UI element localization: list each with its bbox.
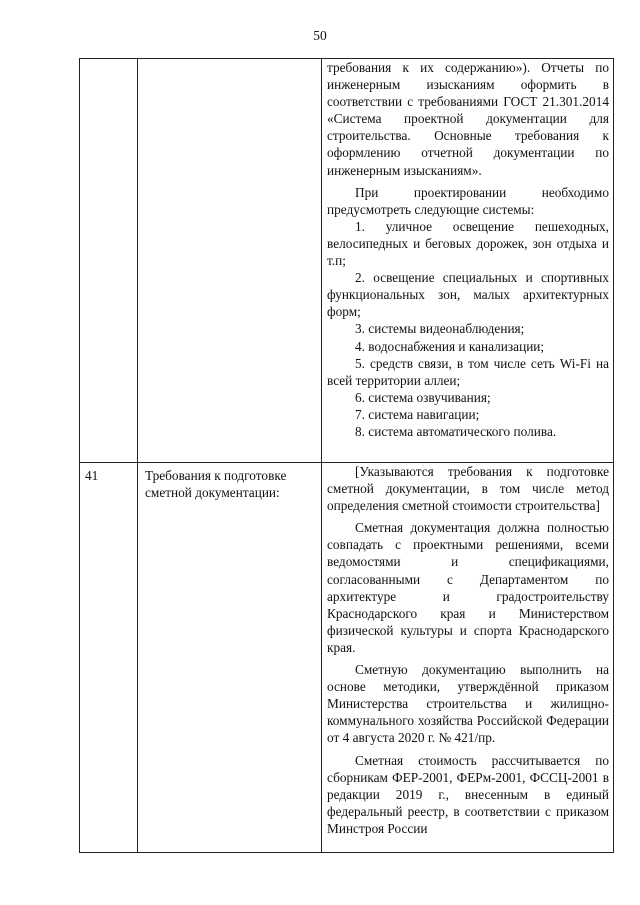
table-row-continued (80, 59, 614, 463)
system-item-5: 5. средств связи, в том числе сеть Wi-Fi на всей территории аллеи; (327, 355, 609, 388)
table-row-41 (80, 463, 614, 853)
cell-content-continued (322, 59, 614, 463)
system-item-7: 7. система навигации; (355, 406, 480, 422)
requirements-table (79, 58, 614, 853)
system-item-1: 1. уличное освещение пешеходных, велосипедных и беговых дорожек, зон отдыха и т.п; (327, 218, 609, 269)
continued-paragraph-2: При проектировании необходимо предусмотреть следующие системы: (327, 184, 609, 217)
page-number: 50 (313, 28, 327, 43)
system-item-3: 3. системы видеонаблюдения; (355, 321, 525, 337)
cell-content-41 (322, 463, 614, 853)
row-title: Требования к подготовке сметной документации: (138, 463, 322, 853)
system-item-4: 4. водоснабжения и канализации; (355, 338, 545, 354)
continued-paragraph-1: требования к их содержанию»). Отчеты по инженерным изысканиям оформить в соответствии с требованиями ГОСТ 21.301.2014 «Система проектной документации для строительства. Основные требования к оформлению отчетной документации по инженерным изысканиям». (327, 60, 609, 178)
cell-title-empty (138, 59, 322, 463)
row-number: 41 (80, 463, 138, 853)
system-item-6: 6. система озвучивания; (355, 389, 491, 405)
system-item-8: 8. система автоматического полива. (355, 423, 557, 439)
row41-paragraph-2: Сметная документация должна полностью совпадать с проектными решениями, всеми ведомостями и спецификациями, согласованными с Департаментом по архитектуре и градостроительству Краснодарского края и Министерством физической культуры и спорта Краснодарского края. (327, 520, 609, 655)
row41-paragraph-3: Сметную документацию выполнить на основе методики, утверждённой приказом Министерства строительства и жилищно-коммунального хозяйства Российской Федерации от 4 августа 2020 г. № 421/пр. (327, 662, 609, 746)
row41-paragraph-4: Сметная стоимость рассчитывается по сборникам ФЕР-2001, ФЕРм-2001, ФССЦ-2001 в редакции 2019 г., внесенным в единый федеральный реестр, в соответствии с приказом Минстроя России (327, 752, 609, 836)
row41-paragraph-1: [Указываются требования к подготовке сметной документации, в том числе метод определения сметной стоимости строительства] (327, 464, 609, 514)
system-item-2: 2. освещение специальных и спортивных функциональных зон, малых архитектурных форм; (327, 270, 609, 320)
cell-number-empty (80, 59, 138, 463)
